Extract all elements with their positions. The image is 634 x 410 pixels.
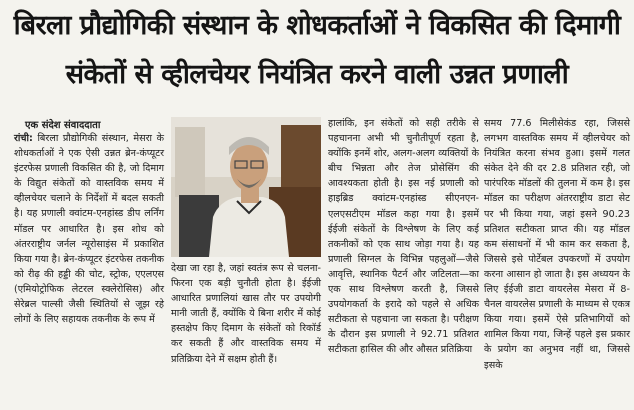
researcher-photo [171,117,321,257]
article-column-2 [171,261,321,367]
column-2-text: देखा जा रहा है, जहां स्वतंत्र रूप से चलना-फिरना एक बड़ी चुनौती होता है। ईईजी आधारित प्रणालियां खास तौर पर उपयोगी मानी जाती हैं, क्योंकि ये बिना शरीर में कोई हस्तक्षेप किए दिमाग के संकेतों को रिकॉर्ड कर सकती हैं और वास्तविक समय में प्रतिक्रिया देने में सक्षम होती हैं। [171,263,321,365]
column-1-text: बिरला प्रौद्योगिकी संस्थान, मेसरा के शोधकर्ताओं ने एक ऐसी उन्नत ब्रेन-कंप्यूटर इंटरफेस प्रणाली विकसित की है, जो दिमाग के विद्युत संकेतों को वास्तविक समय में व्हीलचेयर चलाने के निर्देशों में बदल सकती है। यह प्रणाली क्वांटम-एनहांस्ड डीप लर्निंग मॉडल पर आधारित है। इस शोध को अंतरराष्ट्रीय जर्नल न्यूरोसाइंस में प्रकाशित किया गया है। ब्रेन-कंप्यूटर इंटरफेस तकनीक को रीढ़ की हड्डी की चोट, स्ट्रोक, एएलएस (एमियोट्रोफिक लेटरल स्क्लेरोसिस) और सेरेब्रल पाल्सी जैसी स्थितियों से जूझ रहे लोगों के लिए सहायक तकनीक के रूप में [14,133,164,326]
column-4-text: समय 77.6 मिलीसेकंड रहा, जिससे लगभग वास्तविक समय में व्हीलचेयर को नियंत्रित करना संभव हुआ। इसमें गलत संकेत देने की दर 2.8 प्रतिशत रही, जो पारंपरिक मॉडलों की तुलना में कम है। इस मॉडल का परीक्षण अंतरराष्ट्रीय डाटा सेट पर भी किया गया, जहां इसने 90.23 प्रतिशत सटीकता प्राप्त की। यह मॉडल कम संसाधनों में भी काम कर सकता है, जिससे इसे पोर्टेबल उपकरणों में उपयोग करना आसान हो जाता है। इस अध्ययन के लिए ईईजी डाटा वायरलेस मेसरा में 8-चैनल वायरलेस प्रणाली के माध्यम से एकत्र किया गया। इसमें ऐसे प्रतिभागियों को शामिल किया गया, जिन्हें पहले इस प्रकार के प्रयोग का अनुभव नहीं था, जिससे इसके [484,118,630,371]
headline-line-1: बिरला प्रौद्योगिकी संस्थान के शोधकर्ताओं ने विकसित की दिमागी [13,10,621,41]
article-column-4 [484,116,630,373]
byline: एक संदेश संवाददाता [25,120,101,131]
researcher-portrait-image [171,117,321,257]
dateline: रांची: [14,133,33,144]
article-column-3 [328,116,479,358]
column-3-text: हालांकि, इन संकेतों को सही तरीके से पहचानना अभी भी चुनौतीपूर्ण रहता है, क्योंकि इनमें शोर, अलग-अलग व्यक्तियों के बीच भिन्नता और तेज प्रोसेसिंग की आवश्यकता होती है। इस नई प्रणाली को हाइब्रिड क्वांटम-एनहांस्ड सीएनएन-एलएसटीएम मॉडल कहा गया है। इसमें ईईजी संकेतों के विश्लेषण के लिए कई तकनीकों को एक साथ जोड़ा गया है। यह प्रणाली सिग्नल के विभिन्न पहलुओं—जैसे आवृत्ति, स्थानिक पैटर्न और जटिलता—का एक साथ विश्लेषण करती है, जिससे उपयोगकर्ता के इरादे को पहले से अधिक सटीकता से पहचाना जा सकता है। परीक्षण के दौरान इस प्रणाली ने 92.71 प्रतिशत सटीकता हासिल की और औसत प्रतिक्रिया [328,118,479,356]
headline-line-2: संकेतों से व्हीलचेयर नियंत्रित करने वाली उन्नत प्रणाली [65,59,569,90]
article-column-1 [14,131,164,327]
